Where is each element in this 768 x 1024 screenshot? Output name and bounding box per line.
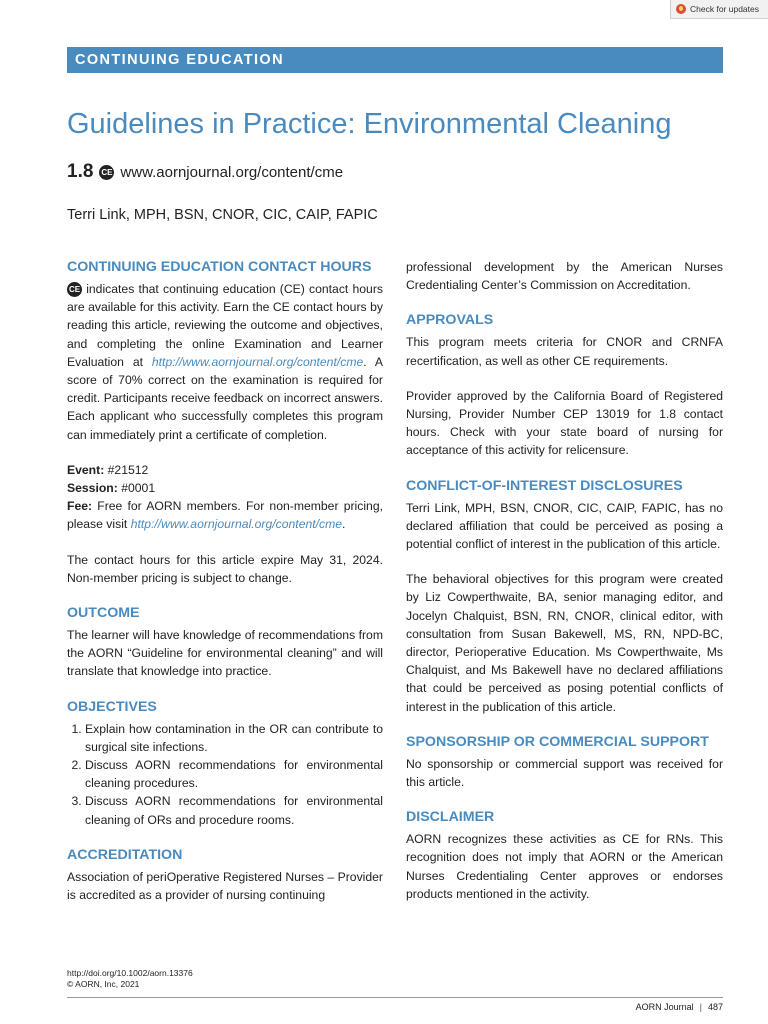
footer-separator: | <box>699 1002 702 1012</box>
list-item: 1. Explain how contamination in the OR can contribute to surgical site infections. <box>85 720 383 756</box>
crossmark-icon <box>676 4 686 14</box>
approvals-text-2: Provider approved by the California Board of Registered Nursing, Provider Number CEP 13019 for 1.8 contact hours. Check with your state board of nursing for acceptance of this activity for relicensure. <box>406 388 723 458</box>
check-for-updates-button[interactable] <box>670 0 768 19</box>
conflict-text-1: Terri Link, MPH, BSN, CNOR, CIC, CAIP, FAPIC, has no declared affiliation that could be perceived as posing a potential conflict of interest in the publication of this article. <box>406 500 723 552</box>
conflict-text-2: The behavioral objectives for this program were created by Liz Cowperthwaite, BA, senior managing editor, and Jocelyn Chalquist, BSN, RN, CNOR, clinical editor, with consultation from Susan Bakewell, MS, RN, NPD-BC, director, Perioperative Education. Ms Cowperthwaite, Ms Chalquist, and Ms Bakewell have no declared affiliations that could be perceived as posing potential conflicts of interest in the publication of this article. <box>406 572 723 714</box>
footer-divider <box>67 997 723 998</box>
expire-text: The contact hours for this article expire May 31, 2024. Non-member pricing is subject to change. <box>67 552 383 585</box>
accreditation-text: Association of periOperative Registered Nurses – Provider is accredited as a provider of nursing continuing <box>67 869 383 903</box>
sponsorship-heading: SPONSORSHIP OR COMMERCIAL SUPPORT <box>406 733 709 750</box>
section-banner: CONTINUING EDUCATION <box>67 47 723 73</box>
objectives-heading: OBJECTIVES <box>67 698 157 715</box>
cme-link[interactable]: http://www.aornjournal.org/content/cme <box>151 354 364 369</box>
objectives-list <box>67 720 383 829</box>
article-title: Guidelines in Practice: Environmental Cleaning <box>67 108 672 140</box>
footer-left <box>67 968 193 990</box>
ce-icon: CE <box>99 165 114 180</box>
conflict-heading: CONFLICT-OF-INTEREST DISCLOSURES <box>406 477 683 494</box>
event-line: Event: #21512 <box>67 462 149 477</box>
copyright: © AORN, Inc, 2021 <box>67 979 140 989</box>
approvals-text-1: This program meets criteria for CNOR and CRNFA recertification, as well as other CE requirements. <box>406 335 723 368</box>
ce-credits: 1.8 <box>67 161 94 182</box>
outcome-heading: OUTCOME <box>67 605 140 622</box>
author-line: Terri Link, MPH, BSN, CNOR, CIC, CAIP, FAPIC <box>67 207 378 223</box>
approvals-heading: APPROVALS <box>406 312 494 329</box>
footer-right <box>636 1002 723 1012</box>
page-number: 487 <box>707 1002 723 1012</box>
accreditation-text-continued: professional development by the American Nurses Credentialing Center’s Commission on Accreditation. <box>406 260 723 293</box>
contact-hours-heading: CONTINUING EDUCATION CONTACT HOURS <box>67 259 372 275</box>
disclaimer-text: AORN recognizes these activities as CE for RNs. This recognition does not imply that AORN or the American Nurses Credentialing Center approves or endorses products mentioned in the activity. <box>406 832 723 901</box>
ce-credit-line <box>67 161 343 183</box>
ce-url-link[interactable]: www.aornjournal.org/content/cme <box>120 163 344 181</box>
left-column <box>67 258 383 904</box>
fee-line: Fee: Free for AORN members. For non-member pricing, please visit http://www.aornjournal.org/content/cme. <box>67 499 383 532</box>
accreditation-heading: ACCREDITATION <box>67 846 183 863</box>
sponsorship-text: No sponsorship or commercial support was received for this article. <box>406 756 723 790</box>
outcome-text: The learner will have knowledge of recommendations from the AORN “Guideline for environmental cleaning” and will translate that knowledge into practice. <box>67 628 383 679</box>
check-for-updates-label: Check for updates <box>690 4 759 14</box>
ce-icon: CE <box>67 282 82 297</box>
list-item: 3. Discuss AORN recommendations for environmental cleaning of ORs and procedure rooms. <box>85 792 383 828</box>
disclaimer-heading: DISCLAIMER <box>406 809 495 826</box>
right-column <box>406 258 723 903</box>
session-line: Session: #0001 <box>67 481 156 496</box>
fee-link[interactable]: http://www.aornjournal.org/content/cme <box>130 517 343 532</box>
journal-name: AORN Journal <box>635 1002 694 1012</box>
doi-link[interactable]: http://doi.org/10.1002/aorn.13376 <box>67 968 193 978</box>
list-item: 2. Discuss AORN recommendations for environmental cleaning procedures. <box>85 756 383 792</box>
contact-hours-text: CE indicates that continuing education (CE) contact hours are available for this activity. Earn the CE contact hours by reading this article, reviewing the outcome and objectives, and completing the online Examination and Learner Evaluation at http://www.aornjournal.org/content/cme. A score of 70% correct on the examination is required for credit. Participants receive feedback on incorrect answers. Each applicant who successfully completes this program can immediately print a certificate of completion. <box>67 282 383 442</box>
